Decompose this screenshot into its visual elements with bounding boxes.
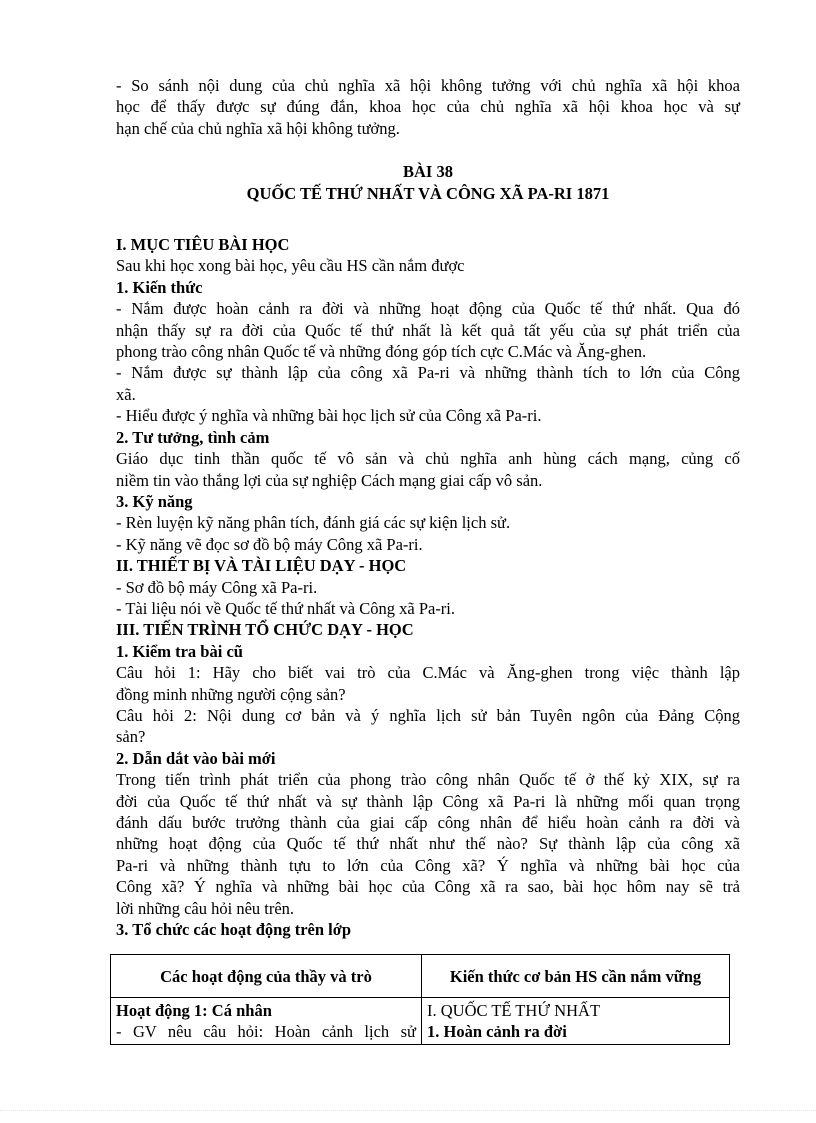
paragraph-line: đánh dấu bước trưởng thành của giai cấp công nhân để hiểu hoàn cảnh ra đời và [116,813,740,832]
intro-line: hạn chế của chủ nghĩa xã hội không tưởng. [116,118,400,138]
table-header-row [111,955,730,998]
subsection-heading: 2. Tư tưởng, tình cảm [116,427,270,447]
table-cell-activities [111,998,422,1045]
paragraph-line: - Rèn luyện kỹ năng phân tích, đánh giá các sự kiện lịch sử. [116,513,511,533]
paragraph-line: Pa-ri và những thành tựu to lớn của Công xã? Ý nghĩa và những bài học của [116,855,740,875]
section-heading: III. TIẾN TRÌNH TỔ CHỨC DẠY - HỌC [116,620,414,640]
subsection-heading: 3. Kỹ năng [116,491,193,511]
paragraph-line: nhận thấy sự ra đời của Quốc tế thứ nhất là kết quả tất yếu của sự phát triển của [116,320,740,340]
subsection-heading: 1. Kiến thức [116,277,203,297]
knowledge-subheading: 1. Hoàn cảnh ra đời [427,1022,567,1041]
paragraph-line: Câu hỏi 2: Nội dung cơ bản và ý nghĩa lịch sử bản Tuyên ngôn của Đảng Cộng [116,705,740,725]
section-heading: II. THIẾT BỊ VÀ TÀI LIỆU DẠY - HỌC [116,556,407,576]
activity-title: Hoạt động 1: Cá nhân [116,1001,272,1020]
paragraph-line: lời những câu hỏi nêu trên. [116,898,295,918]
subsection-heading: 1. Kiểm tra bài cũ [116,641,243,661]
paragraph-line: - Tài liệu nói về Quốc tế thứ nhất và Công xã Pa-ri. [116,598,456,618]
paragraph-line: sản? [116,727,146,747]
intro-line: học để thấy được sự đúng đắn, khoa học của chủ nghĩa xã hội khoa học và sự [116,97,740,117]
table-cell-knowledge [422,998,730,1045]
paragraph-line: Công xã? Ý nghĩa và những bài học của Công xã ra sao, bài học hôm nay sẽ trả [116,877,740,897]
paragraph-line: - Hiểu được ý nghĩa và những bài học lịch sử của Công xã Pa-ri. [116,406,542,426]
paragraph-line: Câu hỏi 1: Hãy cho biết vai trò của C.Mác và Ăng-ghen trong việc thành lập [116,663,740,683]
section-heading: I. MỤC TIÊU BÀI HỌC [116,235,290,255]
paragraph-line: - Nắm được hoàn cảnh ra đời và những hoạt động của Quốc tế thứ nhất. Qua đó [116,299,740,319]
paragraph: Sau khi học xong bài học, yêu cầu HS cần nắm được [116,256,465,276]
document-body [116,75,740,940]
lesson-title: QUỐC TẾ THỨ NHẤT VÀ CÔNG XÃ PA-RI 1871 [246,183,610,203]
subsection-heading: 3. Tổ chức các hoạt động trên lớp [116,920,352,940]
table-header-cell: Kiến thức cơ bản HS cần nắm vững [422,955,730,998]
table-header-cell: Các hoạt động của thầy và trò [111,955,422,998]
paragraph-line: Giáo dục tinh thần quốc tế vô sản và chủ nghĩa anh hùng cách mạng, củng cố [116,449,740,469]
paragraph-line: - Sơ đồ bộ máy Công xã Pa-ri. [116,577,318,597]
activities-table [110,954,730,1045]
knowledge-heading: I. QUỐC TẾ THỨ NHẤT [427,1001,601,1020]
paragraph-line: Trong tiến trình phát triển của phong trào công nhân Quốc tế ở thế kỷ XIX, sự ra [116,770,740,790]
activity-text: - GV nêu câu hỏi: Hoàn cảnh lịch sử [116,1022,416,1041]
paragraph-line: xã. [116,384,136,404]
paragraph-line: niềm tin vào thắng lợi của sự nghiệp Cách mạng giai cấp vô sản. [116,470,543,490]
table-row [111,998,730,1045]
paragraph-line: - Nắm được sự thành lập của công xã Pa-ri và những thành tích to lớn của Công [116,363,740,383]
paragraph-line: những hoạt động của Quốc tế thứ nhất như thế nào? Sự thành lập của công xã [116,834,740,854]
intro-line: - So sánh nội dung của chủ nghĩa xã hội không tưởng với chủ nghĩa xã hội khoa [116,76,740,95]
paragraph-line: đồng minh những người cộng sản? [116,684,346,704]
paragraph-line: phong trào công nhân Quốc tế và những đóng góp tích cực C.Mác và Ăng-ghen. [116,342,647,362]
page-footer-divider [0,1110,816,1112]
paragraph-line: - Kỹ năng vẽ đọc sơ đồ bộ máy Công xã Pa-ri. [116,534,423,554]
subsection-heading: 2. Dẫn dắt vào bài mới [116,748,276,768]
lesson-number: BÀI 38 [403,162,453,182]
paragraph-line: đời của Quốc tế thứ nhất và sự thành lập Công xã Pa-ri là những mối quan trọng [116,791,740,811]
